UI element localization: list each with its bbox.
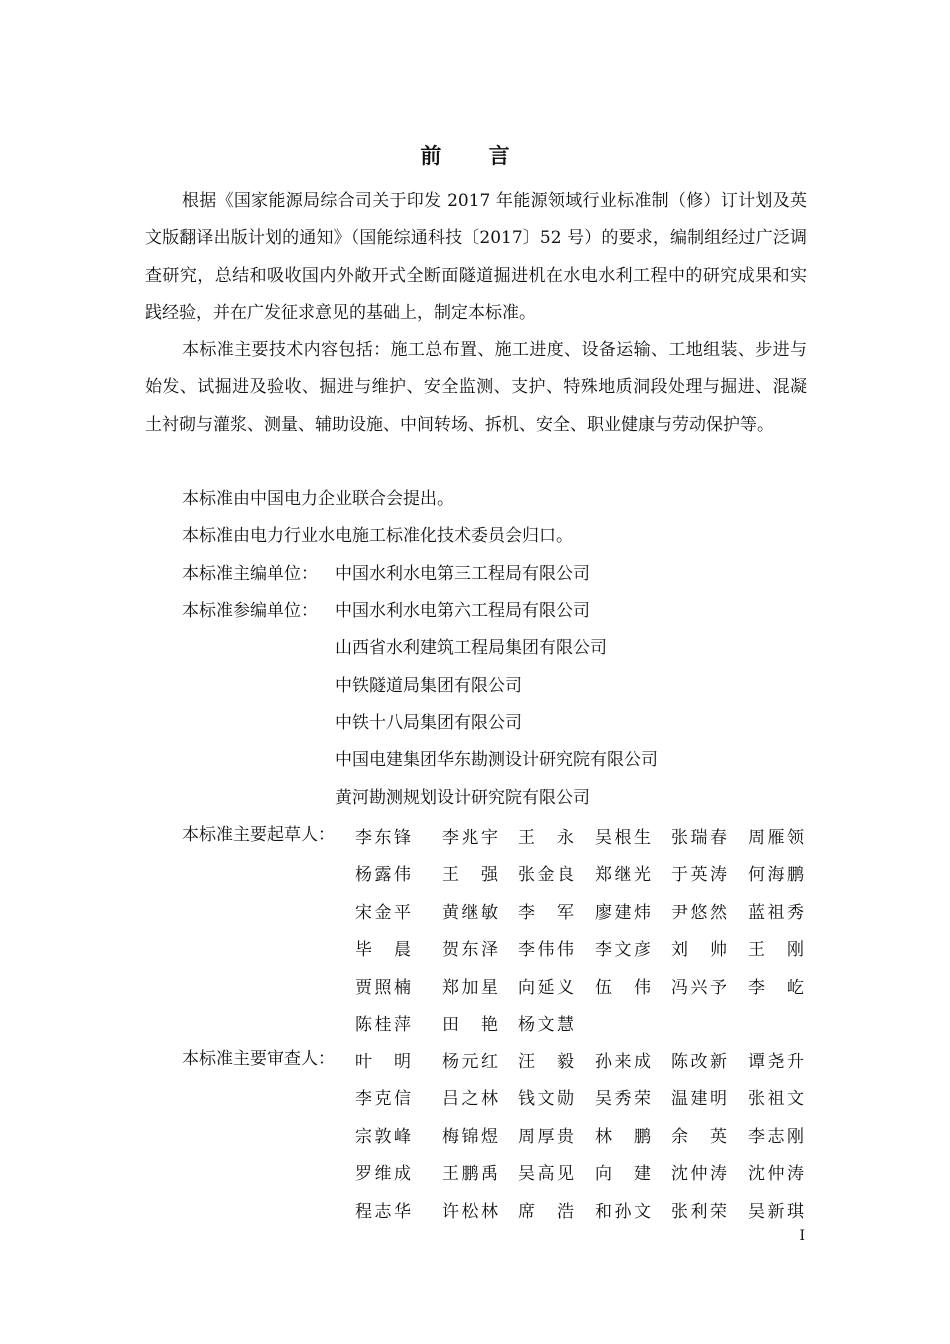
- person-name: 吴秀荣: [595, 1089, 651, 1110]
- person-name: 周雁领: [748, 828, 804, 848]
- person-name: 王 刚: [748, 940, 804, 961]
- person-name: 刘 帅: [671, 940, 727, 961]
- person-name: 席 浩: [518, 1201, 574, 1222]
- person-name: 温建明: [671, 1089, 727, 1110]
- chief-unit: 中国水利水电第三工程局有限公司: [335, 564, 590, 584]
- person-name: 冯兴予: [671, 977, 727, 998]
- person-name: 钱文勋: [518, 1089, 574, 1110]
- person-name: 杨文慧: [518, 1015, 574, 1035]
- foreword-paragraph-1: 根据《国家能源局综合司关于印发 2017 年能源领域行业标准制（修）订计划及英文版翻译出版计划的通知》（国能综通科技〔2017〕52 号）的要求，编制组经过广泛调查研究，总结和吸收国内外敞开式全断面隧道掘进机在水电水利工程中的研究成果和实践经验，并在广发征求意见的基础上，制定本标准。: [145, 191, 807, 323]
- person-name: 李伟伟: [518, 940, 574, 961]
- person-name: 程志华: [355, 1201, 411, 1222]
- person-name: 沈仲涛: [671, 1164, 727, 1185]
- person-name: 李 屹: [748, 977, 804, 998]
- drafters-label: 本标准主要起草人：: [182, 825, 335, 845]
- person-name: 王鹏禹: [442, 1164, 498, 1185]
- person-name: 宗敦峰: [355, 1126, 411, 1147]
- page-number: I: [799, 1228, 805, 1244]
- person-name: 田 艳: [442, 1015, 498, 1035]
- reviewers-label: 本标准主要审查人：: [182, 1049, 335, 1069]
- person-name: 贺东泽: [442, 940, 498, 961]
- person-name: 陈改新: [671, 1052, 727, 1072]
- person-name: 张瑞春: [671, 828, 727, 848]
- person-name: 于英涛: [671, 865, 727, 886]
- person-name: 吴新琪: [748, 1201, 804, 1222]
- foreword-paragraph-2: 本标准主要技术内容包括：施工总布置、施工进度、设备运输、工地组装、步进与始发、试掘进及验收、掘进与维护、安全监测、支护、特殊地质洞段处理与掘进、混凝土衬砌与灌浆、测量、辅助设施、中间转场、拆机、安全、职业健康与劳动保护等。: [145, 340, 807, 435]
- person-name: 许松林: [442, 1201, 498, 1222]
- person-name: 谭尧升: [748, 1052, 804, 1072]
- person-name: 孙来成: [595, 1052, 651, 1072]
- person-name: 吕之林: [442, 1089, 498, 1110]
- person-name: 尹悠然: [671, 902, 727, 923]
- person-name: 郑继光: [595, 865, 651, 886]
- person-name: 沈仲涛: [748, 1164, 804, 1185]
- participating-unit: 黄河勘测规划设计研究院有限公司: [335, 788, 590, 808]
- person-name: 向 建: [595, 1164, 651, 1185]
- person-name: 余 英: [671, 1126, 727, 1147]
- person-name: 李 军: [518, 902, 574, 923]
- person-name: 黄继敏: [442, 902, 498, 923]
- person-name: 和孙文: [595, 1201, 651, 1222]
- proposed-by-text: 本标准由中国电力企业联合会提出。: [182, 489, 454, 509]
- person-name: 杨元红: [442, 1052, 498, 1072]
- person-name: 张金良: [518, 865, 574, 886]
- person-name: 贾照楠: [355, 977, 411, 998]
- person-name: 汪 毅: [518, 1052, 574, 1072]
- person-name: 王 强: [442, 865, 498, 886]
- person-name: 廖建炜: [595, 902, 651, 923]
- participating-unit: 中国电建集团华东勘测设计研究院有限公司: [335, 750, 658, 770]
- participating-unit: 中铁隧道局集团有限公司: [335, 676, 522, 696]
- page-title: 前 言: [420, 143, 530, 168]
- participating-unit: 中国水利水电第六工程局有限公司: [335, 601, 590, 621]
- person-name: 向延义: [518, 977, 574, 998]
- person-name: 叶 明: [355, 1052, 411, 1072]
- person-name: 李东锋: [355, 828, 411, 848]
- person-name: 吴根生: [595, 828, 651, 848]
- person-name: 伍 伟: [595, 977, 651, 998]
- person-name: 林 鹏: [595, 1126, 651, 1147]
- person-name: 宋金平: [355, 902, 411, 923]
- person-name: 吴高见: [518, 1164, 574, 1185]
- person-name: 杨露伟: [355, 865, 411, 886]
- participating-label: 本标准参编单位：: [182, 601, 318, 621]
- person-name: 李兆宇: [442, 828, 498, 848]
- person-name: 郑加星: [442, 977, 498, 998]
- person-name: 周厚贵: [518, 1126, 574, 1147]
- person-name: 梅锦煜: [442, 1126, 498, 1147]
- person-name: 张利荣: [671, 1201, 727, 1222]
- person-name: 王 永: [518, 828, 574, 848]
- participating-unit: 山西省水利建筑工程局集团有限公司: [335, 638, 607, 658]
- person-name: 李文彦: [595, 940, 651, 961]
- chief-unit-label: 本标准主编单位：: [182, 564, 318, 584]
- managed-by-text: 本标准由电力行业水电施工标准化技术委员会归口。: [182, 526, 573, 546]
- person-name: 陈桂萍: [355, 1015, 411, 1035]
- person-name: 李志刚: [748, 1126, 804, 1147]
- person-name: 罗维成: [355, 1164, 411, 1185]
- person-name: 蓝祖秀: [748, 902, 804, 923]
- person-name: 张祖文: [748, 1089, 804, 1110]
- person-name: 毕 晨: [355, 940, 411, 961]
- person-name: 李克信: [355, 1089, 411, 1110]
- participating-unit: 中铁十八局集团有限公司: [335, 713, 522, 733]
- person-name: 何海鹏: [748, 865, 804, 886]
